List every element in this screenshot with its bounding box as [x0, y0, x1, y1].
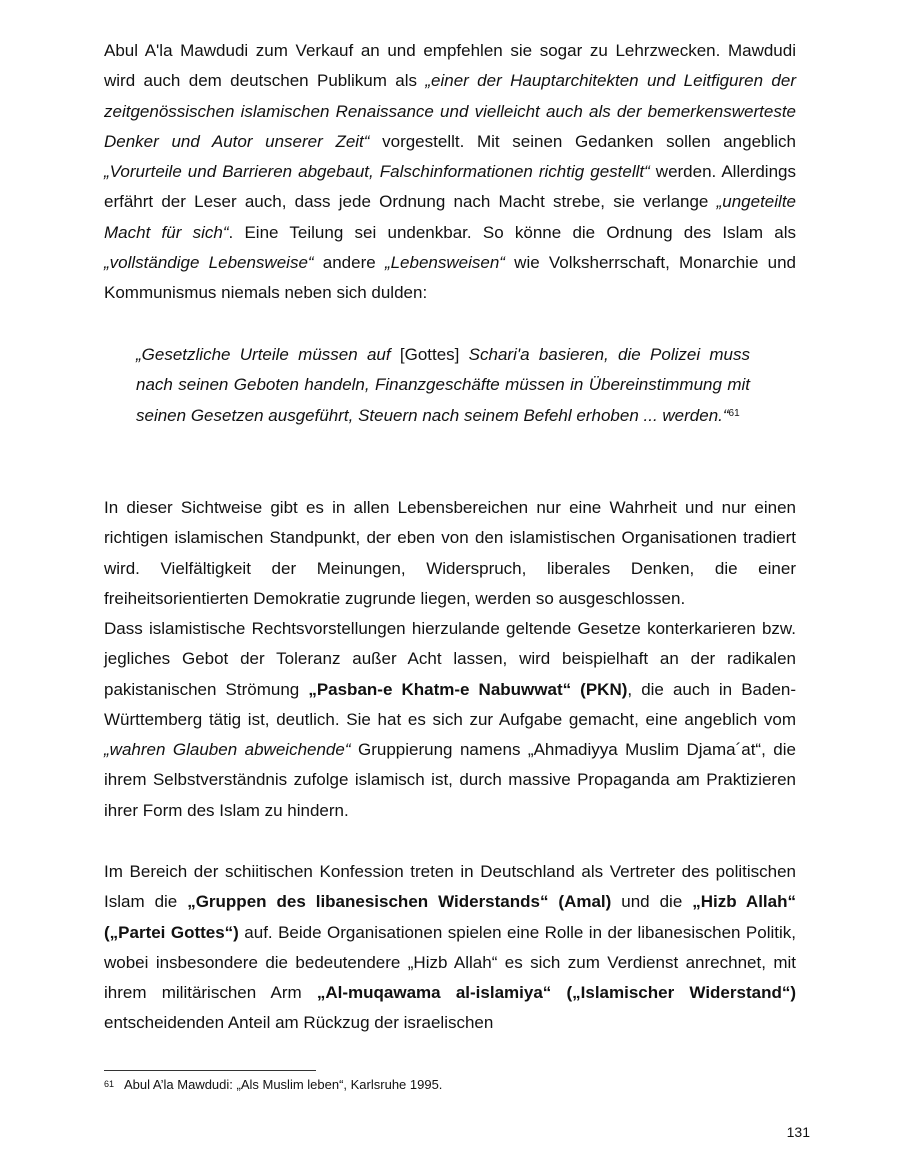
bold-organization-name: „Gruppen des libanesischen Widerstands“ (Amal): [187, 892, 612, 912]
footnote: [104, 1076, 796, 1094]
text-run: werden. Allerdings erfährt der Leser auch, dass jede Ordnung nach Macht strebe, sie verlange: [104, 162, 796, 212]
footnote-number: 61: [104, 1079, 115, 1089]
text-run: wie Volksherrschaft, Monarchie und Kommunismus niemals neben sich dulden:: [104, 253, 796, 303]
text-run: andere: [313, 253, 385, 273]
text-run: Im Bereich der schiitischen Konfession treten in Deutschland als Vertreter des politischen Islam die: [104, 862, 796, 912]
paragraph-mawdudi-intro: [104, 36, 796, 309]
bold-organization-name: „Hizb Allah“ („Partei Gottes“): [104, 892, 796, 942]
text-run: Abul A'la Mawdudi zum Verkauf an und empfehlen sie sogar zu Lehrzwecken. Mawdudi wird auch dem deutschen Publikum als: [104, 41, 796, 91]
text-run: vorgestellt. Mit seinen Gedanken sollen angeblich: [369, 131, 797, 151]
text-run: , die auch in Baden-Württemberg tätig ist, deutlich. Sie hat es sich zur Aufgabe gemacht, eine angeblich vom: [104, 679, 797, 729]
quote-run: „Gesetzliche Urteile müssen auf: [136, 345, 400, 364]
quote-run: „Vorurteile und Barrieren abgebaut, Falschinformationen richtig gestellt“: [104, 162, 650, 182]
quote-run: „vollständige Lebensweise“: [104, 253, 314, 273]
footnote-reference[interactable]: 61: [728, 407, 740, 419]
quote-run: Schari'a basieren, die Polizei muss nach seinen Geboten handeln, Finanzgeschäfte müssen in Übereinstimmung mit seinen Gesetzen ausgeführt, Steuern nach seinem Befehl erhoben ... werden.“: [136, 345, 750, 425]
paragraph-shiite-groups: [104, 857, 796, 1039]
text-run: Dass islamistische Rechtsvorstellungen hierzulande geltende Gesetze konterkarieren bzw. jegliches Gebot der Toleranz außer Acht lassen, wird beispielhaft an der radikalen pakistanischen Strömung: [104, 619, 796, 699]
bold-organization-name: „Pasban-e Khatm-e Nabuwwat“ (PKN): [308, 679, 628, 699]
text-run: . Eine Teilung sei undenkbar. So könne die Ordnung des Islam als: [228, 222, 796, 242]
text-run: und die: [611, 892, 693, 912]
quote-run: „ungeteilte Macht für sich“: [104, 192, 796, 242]
paragraph-single-truth: [104, 493, 796, 614]
quote-insertion: [Gottes]: [399, 345, 460, 364]
text-run: Gruppierung namens „Ahmadiyya Muslim Djama´at“, die ihrem Selbstverständnis zufolge islamisch ist, durch massive Propaganda am Praktizieren ihrer Form des Islam zu hindern.: [104, 740, 796, 820]
text-run: auf. Beide Organisationen spielen eine Rolle in der libanesischen Politik, wobei insbesondere die bedeutendere „Hizb Allah“ es sich zum Verdienst anrechnet, mit ihrem militärischen Arm: [104, 922, 796, 1003]
bold-organization-name: „Al-muqawama al-islamiya“ („Islamischer Widerstand“): [316, 983, 796, 1003]
quote-run: „wahren Glauben abweichende“: [104, 740, 351, 760]
quote-run: „Lebensweisen“: [384, 253, 505, 273]
quote-run: „einer der Hauptarchitekten und Leitfiguren der zeitgenössischen islamischen Renaissance und vielleicht auch als der bemerkenswerteste Denker und Autor unserer Zeit“: [104, 71, 796, 151]
footnote-divider: [104, 1070, 316, 1071]
paragraph-pkn: [104, 614, 796, 826]
text-run: In dieser Sichtweise gibt es in allen Lebensbereichen nur eine Wahrheit und nur einen richtigen islamischen Standpunkt, der eben von den islamistischen Organisationen tradiert wird. Vielfältigkeit der Meinungen, Widerspruch, liberales Denken, die einer freiheitsorientierten Demokratie zugrunde liegen, werden so ausgeschlossen.: [104, 498, 796, 608]
text-run: entscheidenden Anteil am Rückzug der israelischen: [104, 1013, 494, 1033]
block-quote: [136, 340, 750, 431]
page-number: 131: [786, 1124, 810, 1140]
footnote-text: Abul A’la Mawdudi: „Als Muslim leben“, Karlsruhe 1995.: [124, 1077, 443, 1092]
